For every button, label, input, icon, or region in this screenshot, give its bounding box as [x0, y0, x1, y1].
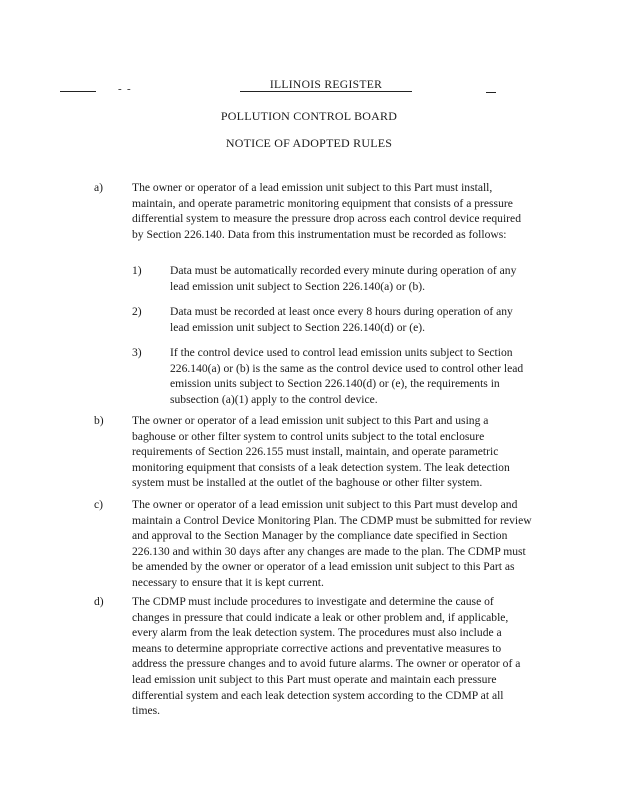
item-text-a1: Data must be automatically recorded every minute during operation of any lead emission unit subject to Section 226.140(a) or (b). [170, 264, 517, 293]
header-tick-mark: - [127, 83, 131, 95]
header-rule-left [60, 91, 96, 92]
section-text-d: The CDMP must include procedures to investigate and determine the cause of changes in pressure that could indicate a leak or other problem and, if applicable, every alarm from the leak detection system. The procedures must also include a means to determine appropriate corrective actions and preventative measures to address the pressure changes and to avoid future alarms. The owner or operator of a lead emission unit subject to this Part must operate and maintain each pressure differential system and each leak detection system according to the CDMP at all times. [132, 595, 521, 718]
header-tick-mark: - [118, 83, 122, 95]
section-label-d: d) [94, 595, 104, 608]
item-label-a1: 1) [132, 264, 142, 277]
item-text-a3: If the control device used to control lead emission units subject to Section 226.140(a) or (b) is the same as the control device used to control other lead emission units subject to Section 226.140(d) or (e), the requirements in subsection (a)(1) apply to the control device. [170, 346, 524, 406]
notice-title: NOTICE OF ADOPTED RULES [225, 136, 393, 150]
item-text-a2: Data must be recorded at least once every 8 hours during operation of any lead emission unit subject to Section 226.140(d) or (e). [170, 305, 513, 334]
section-text-b: The owner or operator of a lead emission unit subject to this Part and using a baghouse or other filter system to control units subject to the total enclosure requirements of Section 226.155 must install, maintain, and operate parametric monitoring equipment that consists of a leak detection system. The leak detection system must be installed at the outlet of the baghouse or other filter system. [132, 414, 510, 490]
section-label-a: a) [94, 181, 104, 194]
board-title: POLLUTION CONTROL BOARD [220, 109, 398, 123]
item-label-a3: 3) [132, 346, 142, 359]
section-label-b: b) [94, 414, 104, 427]
item-label-a2: 2) [132, 305, 142, 318]
section-text-c: The owner or operator of a lead emission unit subject to this Part must develop and maintain a Control Device Monitoring Plan. The CDMP must be submitted for review and approval to the Section Manager by the compliance date specified in Section 226.130 and within 30 days after any changes are made to the plan. The CDMP must be amended by the owner or operator of a lead emission unit subject to this Part as necessary to ensure that it is kept current. [132, 498, 532, 589]
section-text-a: The owner or operator of a lead emission unit subject to this Part must install, maintain, and operate parametric monitoring equipment that consists of a pressure differential system to measure the pressure drop across each control device required by Section 226.140. Data from this instrumentation must be recorded as follows: [132, 181, 521, 241]
section-label-c: c) [94, 498, 104, 511]
header-rule-right [486, 92, 496, 93]
register-title: ILLINOIS REGISTER [240, 79, 412, 92]
